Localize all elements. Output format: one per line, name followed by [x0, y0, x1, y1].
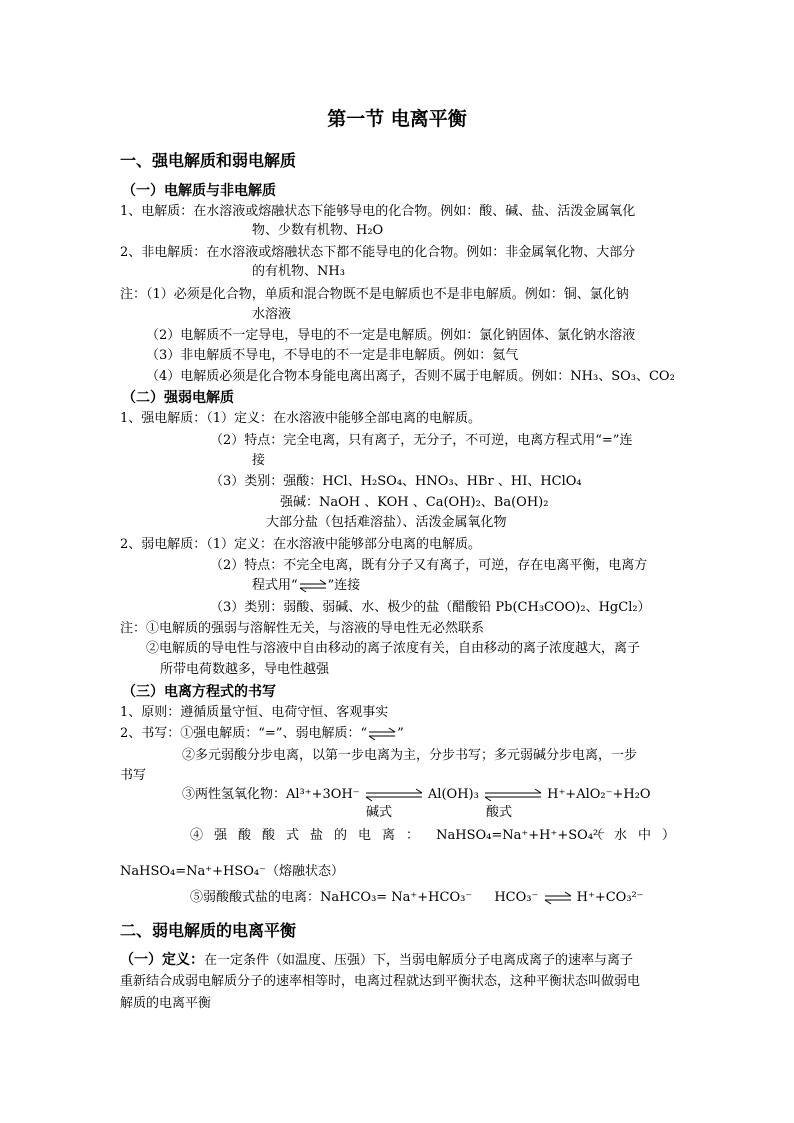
text-line — [120, 724, 404, 744]
text-line: 大部分盐（包括难溶盐）、活泼金属氧化物 — [266, 515, 507, 530]
text-line: （3）类别：弱酸、弱碱、水、极少的盐（醋酸铅 Pb(CH₃COO)₂、HgCl₂） — [210, 600, 651, 615]
text-line: 书写 — [120, 768, 147, 783]
text-line: 重新结合成弱电解质分子的速率相等时，电离过程就达到平衡状态，这种平衡状态叫做弱电 — [120, 974, 641, 989]
text-line: 1、原则：遵循质量守恒、电荷守恒、客观事实 — [120, 705, 389, 720]
text-line: 所带电荷数越多，导电性越强 — [160, 662, 330, 677]
text-line: （2）特点：不完全电离，既有分子又有离子，可逆，存在电离平衡，电离方 — [210, 558, 648, 573]
text-line: ②多元弱酸分步电离，以第一步电离为主，分步书写；多元弱碱分步电离，一步 — [182, 748, 638, 763]
page-title: 第一节 电离平衡 — [327, 108, 467, 130]
subsection-heading-3: （三）电离方程式的书写 — [122, 684, 276, 700]
text-line: 强碱：NaOH 、KOH 、Ca(OH)₂、Ba(OH)₂ — [280, 495, 549, 510]
text-line: NaHSO₄=Na⁺+HSO₄⁻（熔融状态） — [120, 864, 344, 879]
text-fragment: 在一定条件（如温度、压强）下，当弱电解质分子电离成离子的速率与离子 — [204, 953, 634, 968]
text-fragment: 2、书写：①强电解质：“=”、弱电解质：“ — [120, 726, 368, 741]
text-line — [190, 888, 644, 908]
text-line: 1、电解质：在水溶液或熔融状态下能够导电的化合物。例如：酸、碱、盐、活泼金属氧化 — [120, 204, 636, 219]
text-line — [182, 785, 651, 805]
text-line: （3）类别：强酸：HCl、H₂SO₄、HNO₃、HBr 、HI、HClO₄ — [210, 474, 582, 489]
text-fragment: ⑤弱酸酸式盐的电离：NaHCO₃= Na⁺+HCO₃⁻ — [190, 890, 473, 905]
text-line: （水中） — [590, 828, 687, 843]
text-fragment: 程式用“ — [252, 578, 298, 593]
arrow-label-base: 碱式 — [366, 805, 393, 820]
text-fragment: ④强酸酸式盐的电离： — [190, 828, 431, 843]
text-line: 注：①电解质的强弱与溶解性无关，与溶液的导电性无必然联系 — [120, 621, 485, 636]
equilibrium-arrow-icon — [298, 579, 328, 593]
text-line: （3）非电解质不导电，不导电的不一定是非电解质。例如：氦气 — [146, 348, 519, 363]
text-fragment: ”连接 — [327, 578, 361, 593]
definition-label: （一）定义： — [120, 952, 204, 968]
text-line: 水溶液 — [252, 307, 292, 322]
subsection-heading-2: （二）强弱电解质 — [122, 390, 234, 406]
text-line: （4）电解质必须是化合物本身能电离出离子，否则不属于电解质。例如：NH₃、SO₃、CO₂ — [146, 369, 675, 384]
section-heading-1: 一、强电解质和弱电解质 — [120, 151, 297, 170]
text-fragment: H⁺+CO₃²⁻ — [576, 890, 644, 905]
text-line: 注：（1）必须是化合物，单质和混合物既不是电解质也不是非电解质。例如：铜、氯化钠 — [120, 287, 629, 302]
text-fragment: H⁺+AlO₂⁻+H₂O — [547, 787, 651, 802]
text-line: （2）电解质不一定导电，导电的不一定是电解质。例如：氯化钠固体、氯化钠水溶液 — [146, 328, 636, 343]
text-line — [120, 950, 633, 971]
equilibrium-arrow-icon — [543, 891, 573, 905]
arrow-label-acid: 酸式 — [486, 805, 513, 820]
text-fragment: ③两性氢氧化物：Al³⁺+3OH⁻ — [182, 787, 360, 802]
text-line: 解质的电离平衡 — [120, 996, 212, 1011]
text-fragment: Al(OH)₃ — [427, 787, 479, 802]
text-line — [190, 826, 605, 846]
text-line: 接 — [252, 453, 266, 468]
text-line: 2、非电解质：在水溶液或熔融状态下都不能导电的化合物。例如：非金属氧化物、大部分 — [120, 245, 636, 260]
equilibrium-arrow-icon — [364, 788, 424, 802]
text-line: ②电解质的导电性与溶液中自由移动的离子浓度有关，自由移动的离子浓度越大，离子 — [146, 641, 641, 656]
equilibrium-arrow-icon — [367, 727, 397, 741]
text-line — [252, 576, 360, 596]
text-line: （2）特点：完全电离，只有离子，无分子，不可逆，电离方程式用“=”连 — [210, 433, 633, 448]
subsection-heading-1: （一）电解质与非电解质 — [122, 183, 276, 199]
text-fragment: NaHSO₄=Na⁺+H⁺+SO₄²⁻ — [436, 828, 606, 843]
text-line: 2、弱电解质：（1）定义：在水溶液中能够部分电离的电解质。 — [120, 537, 482, 552]
equilibrium-arrow-icon — [483, 788, 543, 802]
text-fragment: HCO₃⁻ — [494, 890, 539, 905]
text-fragment: ” — [397, 726, 404, 741]
text-line: 1、强电解质：（1）定义：在水溶液中能够全部电离的电解质。 — [120, 411, 482, 426]
text-line: 的有机物、NH₃ — [252, 264, 345, 279]
text-line: 物、少数有机物、H₂O — [252, 223, 384, 238]
section-heading-2: 二、弱电解质的电离平衡 — [120, 921, 297, 940]
